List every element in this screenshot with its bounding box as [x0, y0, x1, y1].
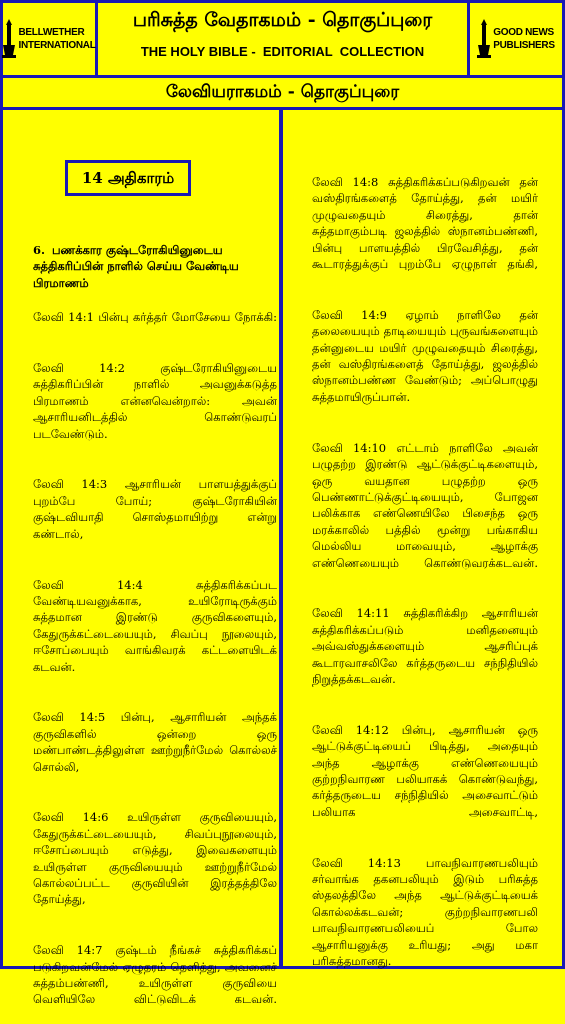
- verse-14-12: லேவி 14:12 பின்பு, ஆசாரியன் ஒரு ஆட்டுக்குட்டியைப் பிடித்து, அதையும் அந்த ஆழாக்கு எண்ணெயையும் குற்றநிவாரண பலியாகக் கொண்டுவந்து, கர்த்தருடைய சந்நிதியில் அசைவாட்டும் பலியாக அசைவாட்டி,: [312, 722, 538, 819]
- verse-14-1: லேவி 14:1 பின்பு கர்த்தர் மோசேயை நோக்கி:: [33, 310, 277, 325]
- publisher-logo-left: [3, 3, 98, 75]
- left-logo-line-1: BELLWETHER: [18, 27, 85, 38]
- tamil-title: பரிசுத்த வேதாகமம் - தொகுப்புரை: [132, 9, 433, 31]
- section-heading: [33, 242, 277, 291]
- verse-14-4: லேவி 14:4 சுத்திகரிக்கப்பட வேண்டியவனுக்காக, உயிரோடிருக்கும் சுத்தமான இரண்டு குருவிகளையும், கேதுருக்கட்டையையும், சிவப்பு நூலையும், ஈசோப்பையும் வாங்கிவரக் கட்டளையிடக் கடவன்.: [33, 577, 277, 674]
- right-logo-text: [493, 26, 554, 52]
- verse-14-2: லேவி 14:2 குஷ்டரோகியினுடைய சுத்திகரிப்பின் நாளில் அவனுக்கடுத்த பிரமாணம் என்னவென்றால்: அவன் ஆசாரியனிடத்தில் கொண்டுவரப் படவேண்டும்.: [33, 361, 277, 441]
- header: [0, 0, 565, 78]
- verse-14-6: லேவி 14:6 உயிருள்ள குருவியையும், கேதுருக்கட்டையையும், சிவப்புநூலையும், ஈசோப்பையும் எடுத்து, இவைகளையும் உயிருள்ள குருவியையும் ஊற்றுநீர்மேல் கொல்லப்பட்ட குருவியின் இரத்தத்திலே தோய்த்து,: [33, 810, 277, 907]
- verse-14-11: லேவி 14:11 சுத்திகரிக்கிற ஆசாரியன் சுத்திகரிக்கப்படும் மனிதனையும் அவ்வஸ்துக்களையும் ஆசரிப்புக் கூடாரவாசலிலே கர்த்தருடைய சந்நிதியில் நிறுத்தக்கடவன்.: [312, 606, 538, 686]
- column-divider: [279, 110, 283, 966]
- verse-14-10: லேவி 14:10 எட்டாம் நாளிலே அவன் பழுதற்ற இரண்டு ஆட்டுக்குட்டிகளையும், ஒரு வயதான பழுதற்ற ஒரு பெண்ணாட்டுக்குட்டியையும், போஜன பலிக்காக எண்ணெயிலே பிசைந்த ஒரு மரக்காலில் பத்தில் மூன்று பங்காகிய மெல்லிய மாவையும், ஆழாக்கு எண்ணெயையும் கொண்டுவரக்கடவன்.: [312, 440, 538, 570]
- bellwether-icon: [2, 19, 16, 59]
- section-title: பணக்கார குஷ்டரோகியினுடைய சுத்திகரிப்பின் நாளில் செய்ய வேண்டிய பிரமாணம்: [33, 243, 239, 290]
- verse-14-13: லேவி 14:13 பாவநிவாரணபலியும் சர்வாங்க தகனபலியும் இடும் பரிசுத்த ஸ்தலத்திலே அந்த ஆட்டுக்குட்டியைக் கொல்லக்கடவன்; குற்றநிவாரணபலி பாவநிவாரணபலியைப் போல ஆசாரியனுக்கு உரியது; அது மகா பரிசுத்தமானது.: [312, 855, 538, 969]
- publisher-logo-right: [467, 3, 562, 75]
- right-logo-line-1: GOOD NEWS: [493, 27, 554, 38]
- right-column: [312, 110, 538, 986]
- right-logo-line-2: PUBLISHERS: [493, 40, 555, 51]
- left-logo-line-2: INTERNATIONAL: [18, 40, 96, 51]
- book-title: லேவியராகமம் - தொகுப்புரை: [0, 75, 565, 110]
- english-title: THE HOLY BIBLE - EDITORIAL COLLECTION: [140, 44, 425, 59]
- title-box: [101, 3, 464, 75]
- verse-14-8: லேவி 14:8 சுத்திகரிக்கப்படுகிறவன் தன் வஸ்திரங்களைத் தோய்த்து, தன் மயிர் முழுவதையும் சிரைத்து, தான் சுத்தமாகும்படி ஜலத்தில் ஸ்நானம்பண்ணி, பின்பு பாளயத்தில் பிரவேசித்து, தன் கூடாரத்துக்குப் புறம்பே ஏழுநாள் தங்கி,: [312, 175, 538, 272]
- verse-14-5: லேவி 14:5 பின்பு, ஆசாரியன் அந்தக் குருவிகளில் ஒன்றை ஒரு மண்பாண்டத்திலுள்ள ஊற்றுநீர்மேல் கொல்லச் சொல்லி,: [33, 710, 277, 774]
- chapter-label: 14 அதிகாரம்: [65, 160, 191, 196]
- verse-14-3: லேவி 14:3 ஆசாரியன் பாளயத்துக்குப் புறம்பே போய்; குஷ்டரோகியின் குஷ்டவியாதி சொஸ்தமாயிற்று என்று கண்டால்,: [33, 477, 277, 541]
- verse-14-7: லேவி 14:7 குஷ்டம் நீங்கச் சுத்திகரிக்கப் படுகிறவன்மேல் ஏழுதரம் தெளித்து, அவனைச் சுத்தம்பண்ணி, உயிருள்ள குருவியை வெளியிலே விட்டுவிடக் கடவன்.: [33, 943, 277, 1007]
- bell-icon: [477, 19, 491, 59]
- section-number: 6.: [33, 243, 46, 257]
- verse-14-9: லேவி 14:9 ஏழாம் நாளிலே தன் தலையையும் தாடியையும் புருவங்களையும் தன்னுடைய மயிர் முழுவதையும் சிரைத்து, தன் வஸ்திரங்களைத் தோய்த்து, ஜலத்தில் ஸ்நானம்பண்ண வேண்டும்; அப்பொழுது சுத்தமாயிருப்பான்.: [312, 307, 538, 404]
- left-logo-text: [18, 26, 95, 52]
- left-column: [33, 110, 277, 1024]
